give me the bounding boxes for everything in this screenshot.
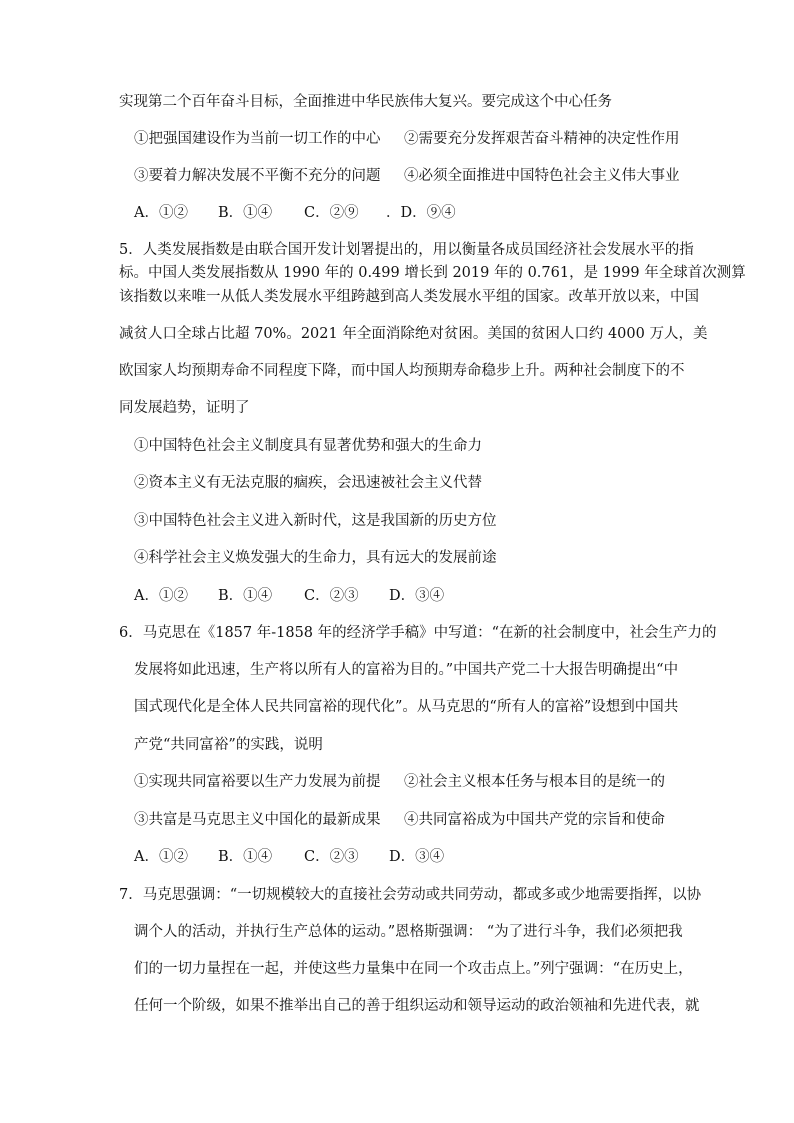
q7-stem-line-3: 们的一切力量捏在一起，并使这些力量集中在同一个攻击点上。”列宁强调：“在历史上， <box>134 961 693 977</box>
q5-option-4: ④科学社会主义焕发强大的生命力，具有远大的发展前途 <box>134 550 497 566</box>
q6-stem-line-1: 6．马克思在《1857 年-1858 年的经济学手稿》中写道：“在新的社会制度中，社会生产力的 <box>119 625 717 641</box>
q6-answer-a: A．①② <box>134 849 188 865</box>
q4-option-2: ②需要充分发挥艰苦奋斗精神的决定性作用 <box>404 131 680 147</box>
q5-stem-line-6: 同发展趋势，证明了 <box>119 400 250 416</box>
q4-option-1: ①把强国建设作为当前一切工作的中心 <box>134 131 381 147</box>
q5-answer-d: D．③④ <box>389 588 445 604</box>
q7-stem-line-4: 任何一个阶级，如果不推举出自己的善于组织运动和领导运动的政治领袖和先进代表，就 <box>134 998 700 1014</box>
q4-option-4: ④必须全面推进中国特色社会主义伟大事业 <box>404 168 680 184</box>
q6-stem-line-4: 产党“共同富裕”的实践，说明 <box>134 737 323 753</box>
q6-answer-b: B．①④ <box>218 849 273 865</box>
q5-answer-a: A．①② <box>134 588 188 604</box>
q4-answer-a: A．①② <box>134 205 188 221</box>
q5-option-1: ①中国特色社会主义制度具有显著优势和强大的生命力 <box>134 438 482 454</box>
q6-stem-line-2: 发展将如此迅速，生产将以所有人的富裕为目的。”中国共产党二十大报告明确提出“中 <box>134 662 679 678</box>
q4-stem-tail: 实现第二个百年奋斗目标，全面推进中华民族伟大复兴。要完成这个中心任务 <box>119 94 612 110</box>
q5-stem-line-3: 该指数以来唯一从低人类发展水平组跨越到高人类发展水平组的国家。改革开放以来，中国 <box>119 289 699 305</box>
q5-stem-line-1: 5．人类发展指数是由联合国开发计划署提出的，用以衡量各成员国经济社会发展水平的指 <box>119 242 694 258</box>
q5-answer-b: B．①④ <box>218 588 273 604</box>
q5-stem-line-2: 标。中国人类发展指数从 1990 年的 0.499 增长到 2019 年的 0.761，是 1999 年全球首次测算 <box>119 265 746 281</box>
q4-answer-b: B．①④ <box>218 205 273 221</box>
q6-option-4: ④共同富裕成为中国共产党的宗旨和使命 <box>404 812 665 828</box>
q6-answer-d: D．③④ <box>389 849 445 865</box>
q5-stem-line-5: 欧国家人均预期寿命不同程度下降，而中国人均预期寿命稳步上升。两种社会制度下的不 <box>119 363 685 379</box>
q4-answer-d: ．D．⑨④ <box>386 205 456 221</box>
q6-stem-line-3: 国式现代化是全体人民共同富裕的现代化”。从马克思的“所有人的富裕”设想到中国共 <box>134 699 679 715</box>
q5-stem-line-4: 减贫人口全球占比超 70%。2021 年全面消除绝对贫困。美国的贫困人口约 4000 万人，美 <box>119 326 708 342</box>
q6-option-2: ②社会主义根本任务与根本目的是统一的 <box>404 774 665 790</box>
q4-option-3: ③要着力解决发展不平衡不充分的问题 <box>134 168 381 184</box>
q7-stem-line-1: 7．马克思强调：“一切规模较大的直接社会劳动或共同劳动，都或多或少地需要指挥，以协 <box>119 887 702 903</box>
q7-stem-line-2: 调个人的活动，并执行生产总体的运动。”恩格斯强调： “为了进行斗争，我们必须把我 <box>134 924 683 940</box>
q4-answer-c: C．②⑨ <box>304 205 359 221</box>
q6-answer-c: C．②③ <box>304 849 359 865</box>
q6-option-3: ③共富是马克思主义中国化的最新成果 <box>134 812 381 828</box>
q5-option-3: ③中国特色社会主义进入新时代，这是我国新的历史方位 <box>134 513 497 529</box>
q5-option-2: ②资本主义有无法克服的痼疾，会迅速被社会主义代替 <box>134 475 482 491</box>
q5-answer-c: C．②③ <box>304 588 359 604</box>
q6-option-1: ①实现共同富裕要以生产力发展为前提 <box>134 774 381 790</box>
